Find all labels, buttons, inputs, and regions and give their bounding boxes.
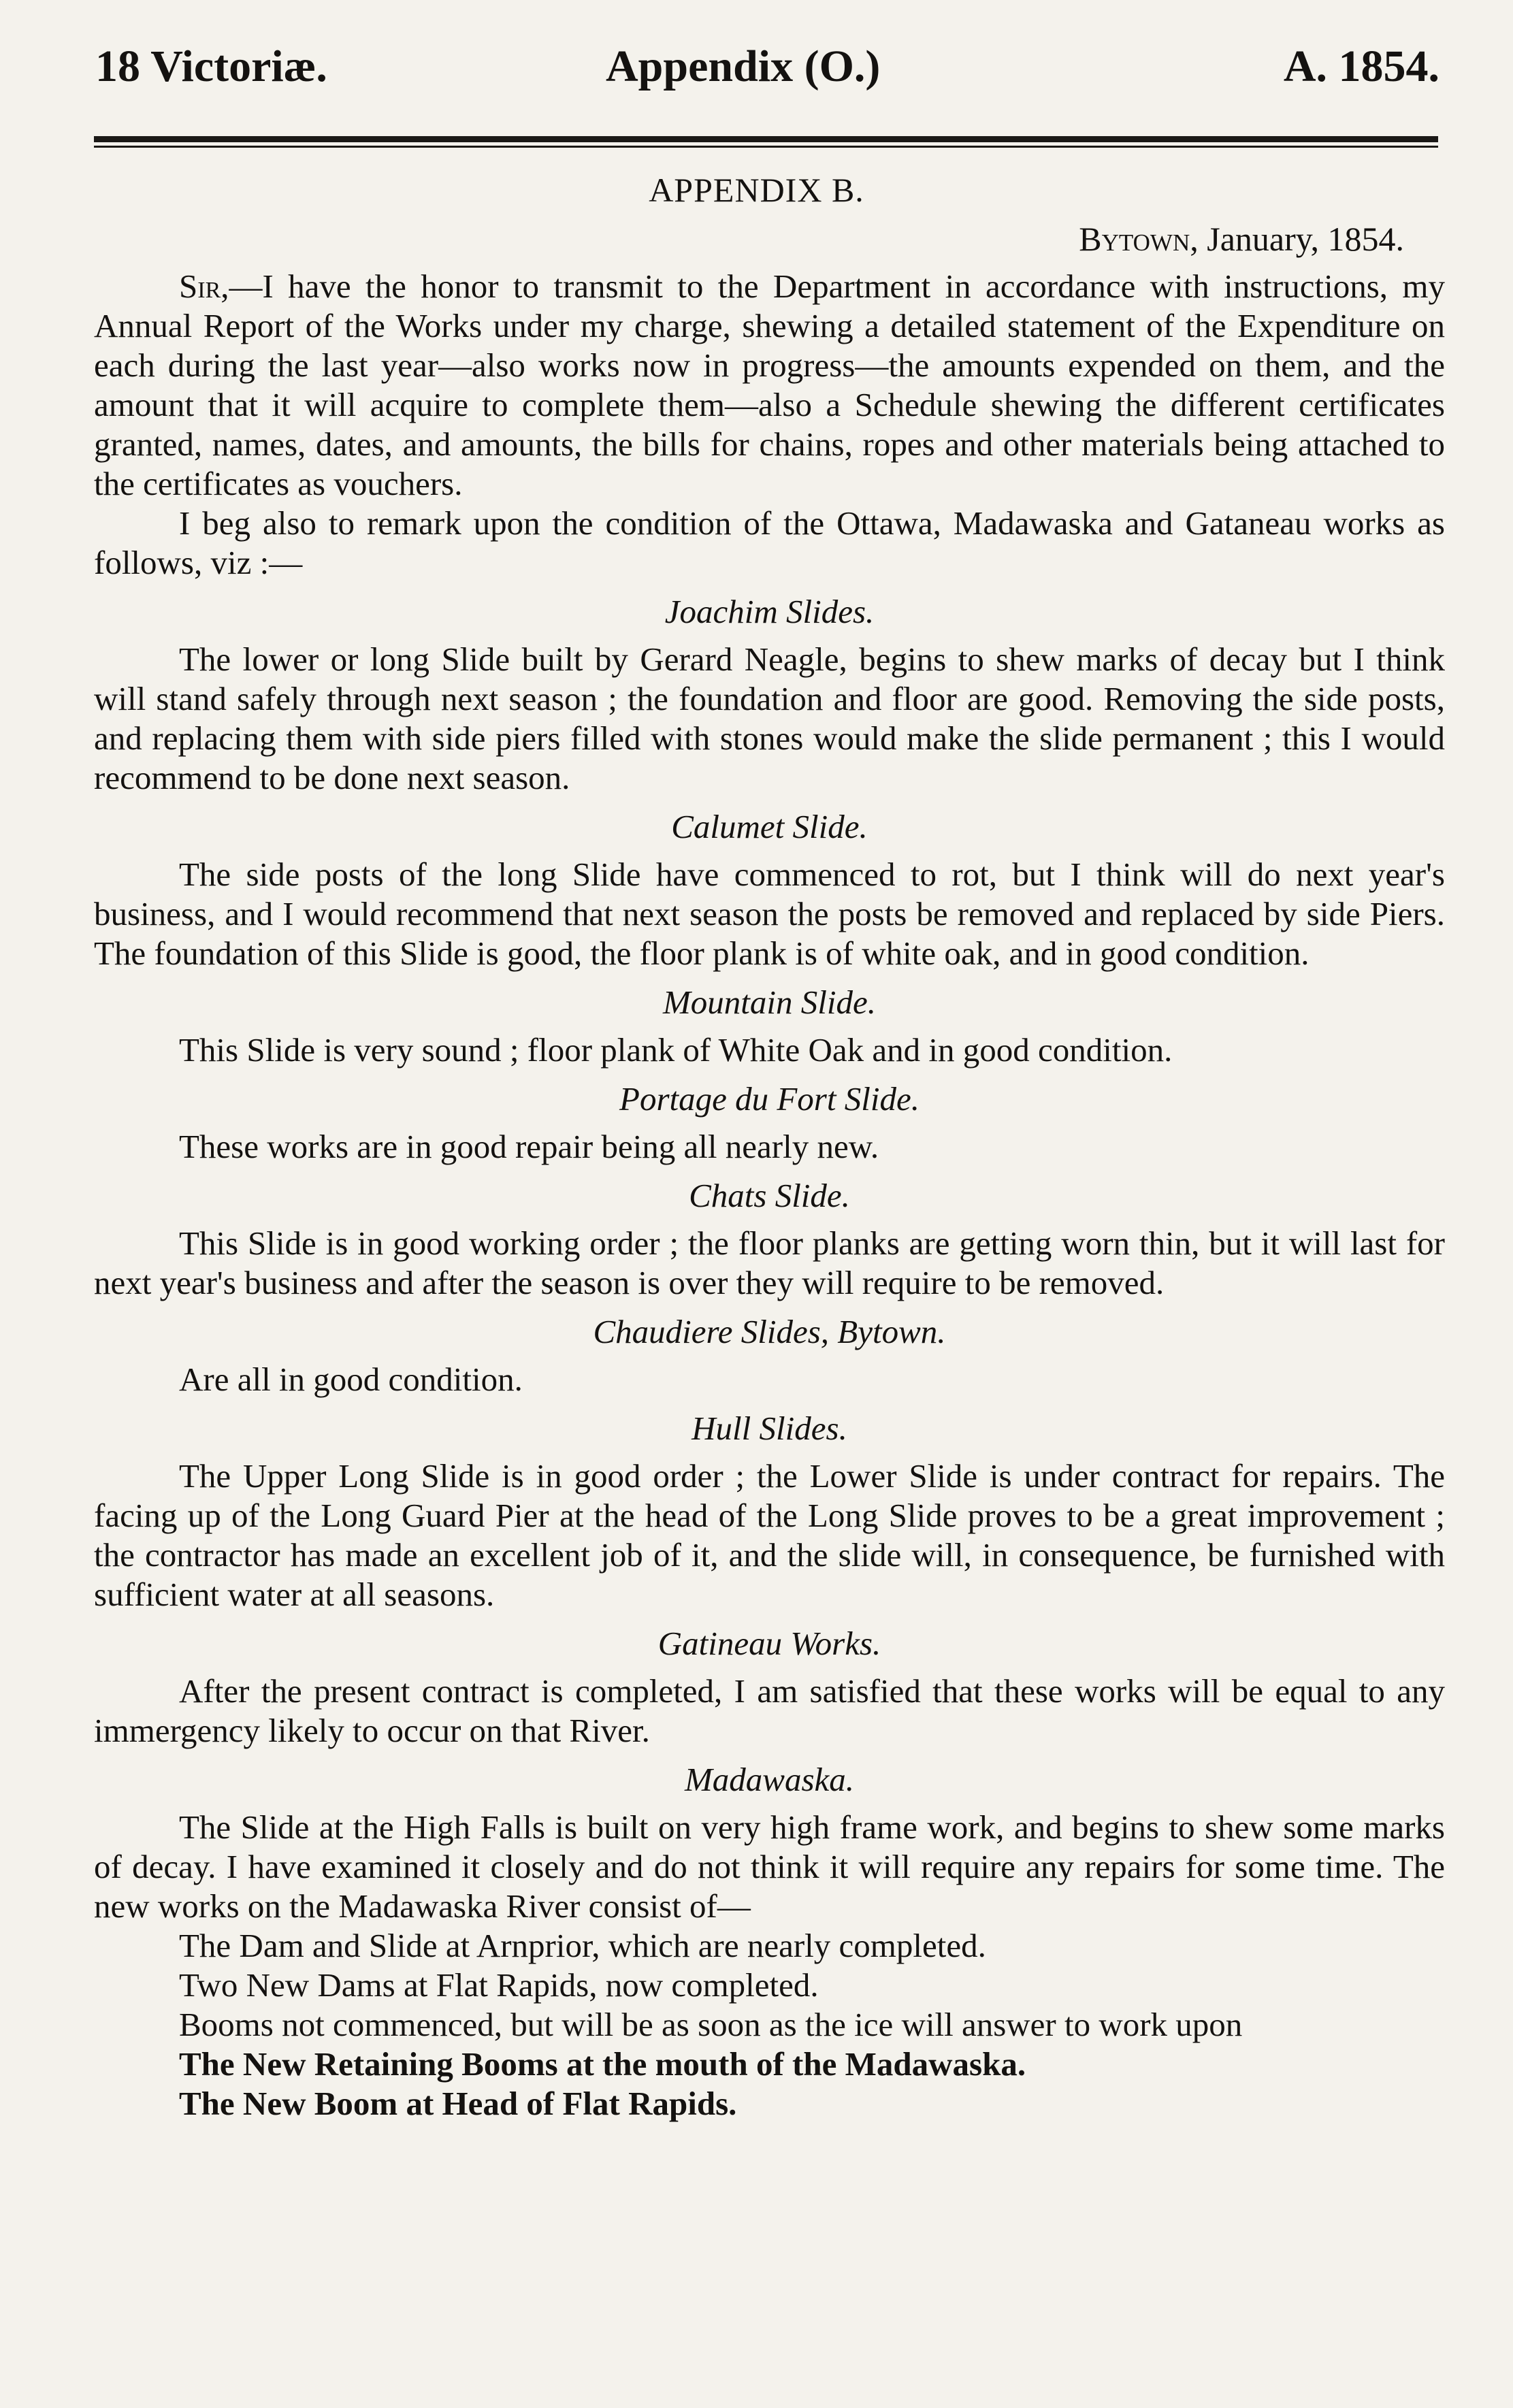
dateline <box>1079 219 1404 259</box>
list-item: The New Boom at Head of Flat Rapids. <box>179 2085 737 2122</box>
section-text-hull: The Upper Long Slide is in good order ; the Lower Slide is under contract for repairs. The facing up of the Long Guard Pier at the head of the Long Slide proves to be a great improvement ; the contractor has made an excellent job of it, and the slide will, in consequence, be furnished with sufficient water at all seasons. <box>94 1457 1445 1613</box>
dateline-place: Bytown, <box>1079 220 1199 258</box>
remark-paragraph: I beg also to remark upon the condition of the Ottawa, Madawaska and Gataneau works as follows, viz :— <box>94 504 1445 581</box>
section-text-madawaska: The Slide at the High Falls is built on very high frame work, and begins to shew some marks of decay. I have examined it closely and do not think it will require any repairs for some time. The new works on the Madawaska River consist of— <box>94 1808 1445 1925</box>
section-text-portage: These works are in good repair being all nearly new. <box>179 1128 879 1165</box>
header-appendix: Appendix (O.) <box>606 42 881 91</box>
section-heading-gatineau: Gatineau Works. <box>657 1625 881 1662</box>
header-session: 18 Victoriæ. <box>95 42 327 91</box>
section-text-mountain: This Slide is very sound ; floor plank of White Oak and in good condition. <box>179 1031 1173 1069</box>
section-text-gatineau: After the present contract is completed, I am satisfied that these works will be equal to any immergency likely to occur on that River. <box>94 1672 1445 1749</box>
section-heading-chats: Chats Slide. <box>689 1177 850 1214</box>
section-text-chats: This Slide is in good working order ; the floor planks are getting worn thin, but it will last for next year's business and after the season is over they will require to be removed. <box>94 1224 1445 1301</box>
intro-text: —I have the honor to transmit to the Department in accordance with instructions, my Annual Report of the Works under my charge, shewing a detailed statement of the Expenditure on each during the last year—also works now in progress—the amounts expended on them, and the amount that it will acquire to complete them—also a Schedule shewing the different certificates granted, names, dates, and amounts, the bills for chains, ropes and other materials being attached to the certificates as vouchers. <box>94 267 1445 502</box>
salutation: Sir, <box>179 267 229 305</box>
list-item: The Dam and Slide at Arnprior, which are nearly completed. <box>179 1927 986 1964</box>
section-heading-calumet: Calumet Slide. <box>671 808 868 845</box>
section-text-joachim: The lower or long Slide built by Gerard Neagle, begins to shew marks of decay but I think will stand safely through next season ; the foundation and floor are good. Removing the side posts, and replacing them with side piers filled with stones would make the slide permanent ; this I would recommend to be done next season. <box>94 640 1445 796</box>
header-rule-thin <box>94 146 1438 148</box>
section-heading-madawaska: Madawaska. <box>684 1761 855 1798</box>
list-item: The New Retaining Booms at the mouth of the Madawaska. <box>179 2045 1026 2083</box>
section-text-chaudiere: Are all in good condition. <box>179 1361 523 1398</box>
appendix-title: APPENDIX B. <box>649 171 864 209</box>
list-item: Two New Dams at Flat Rapids, now completed. <box>179 1966 819 2004</box>
dateline-date: January, 1854. <box>1207 220 1404 258</box>
header-year: A. 1854. <box>1283 42 1439 91</box>
intro-paragraph <box>94 267 1445 504</box>
section-heading-mountain: Mountain Slide. <box>662 983 877 1021</box>
section-heading-hull: Hull Slides. <box>692 1410 847 1447</box>
letter-body <box>94 267 1445 2124</box>
section-heading-portage: Portage du Fort Slide. <box>619 1080 920 1118</box>
section-heading-chaudiere: Chaudiere Slides, Bytown. <box>593 1313 946 1350</box>
list-item: Booms not commenced, but will be as soon as the ice will answer to work upon <box>179 2006 1243 2043</box>
section-heading-joachim: Joachim Slides. <box>664 593 875 630</box>
header-rule-thick <box>94 136 1438 142</box>
section-text-calumet: The side posts of the long Slide have commenced to rot, but I think will do next year's business, and I would recommend that next season the posts be removed and replaced by side Piers. The foundation of this Slide is good, the floor plank is of white oak, and in good condition. <box>94 856 1445 972</box>
running-header <box>88 41 1439 116</box>
madawaska-works-list <box>94 1926 1445 2124</box>
